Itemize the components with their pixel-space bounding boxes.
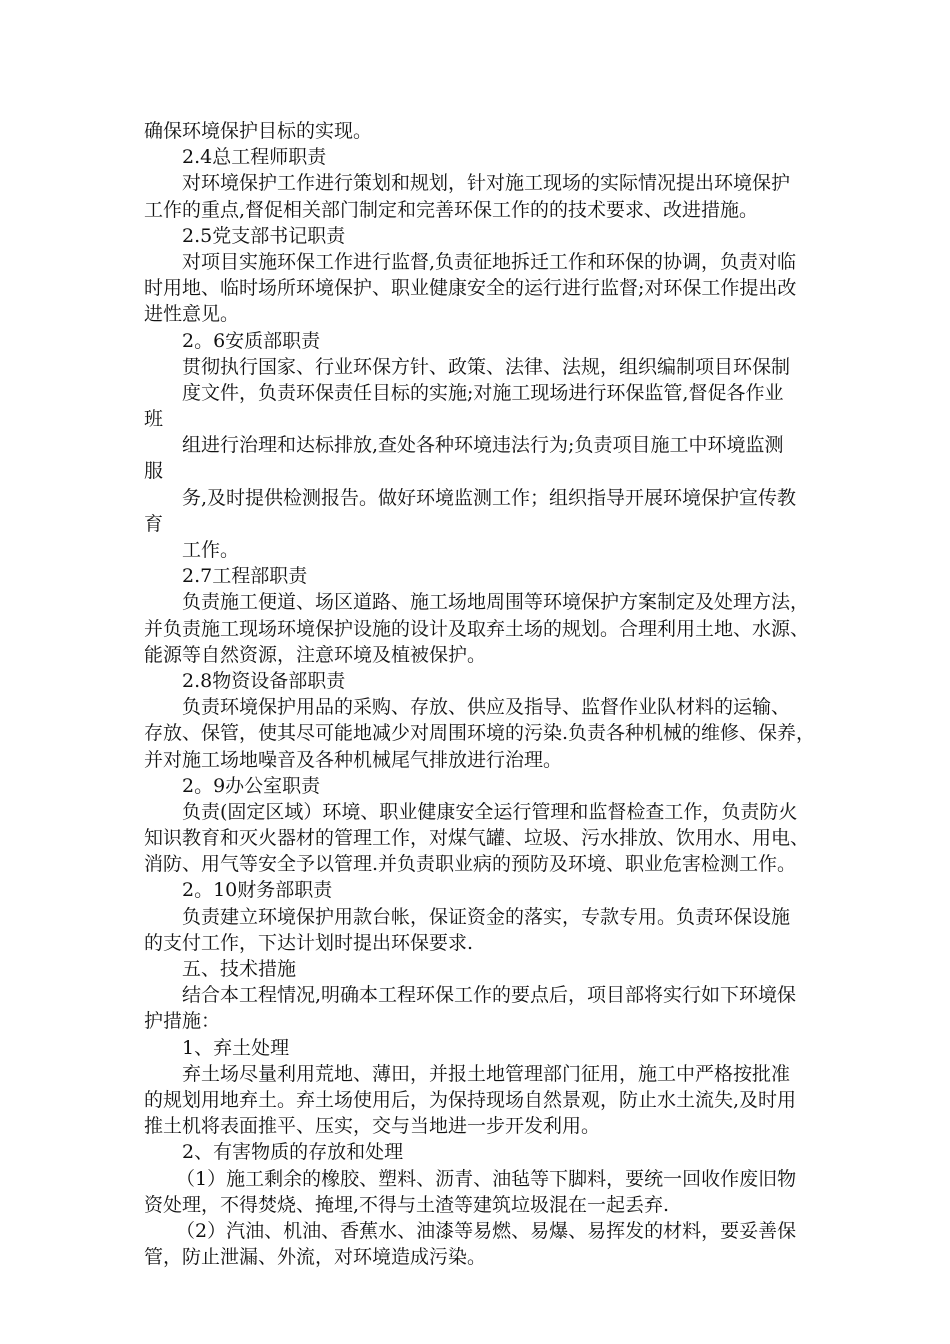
text-line: 对环境保护工作进行策划和规划，针对施工现场的实际情况提出环境保护 — [182, 172, 791, 195]
document-body — [144, 118, 814, 1270]
text-line: 班 — [144, 408, 164, 431]
text-line: 并负责施工现场环境保护设施的设计及取弃土场的规划。合理利用土地、水源、 — [144, 617, 810, 640]
text-line: （2）汽油、机油、香蕉水、油漆等易燃、易爆、易挥发的材料，要妥善保 — [176, 1219, 797, 1242]
text-line: （1）施工剩余的橡胶、塑料、沥青、油毡等下脚料，要统一回收作废旧物 — [176, 1167, 797, 1190]
text-line: 工作的重点,督促相关部门制定和完善环保工作的的技术要求、改进措施。 — [144, 198, 759, 221]
text-line: 护措施： — [144, 1010, 221, 1033]
text-line: 组进行治理和达标排放,查处各种环境违法行为;负责项目施工中环境监测 — [182, 434, 784, 457]
text-line: 五、技术措施 — [182, 958, 297, 980]
text-line: 推土机将表面推平、压实，交与当地进一步开发利用。 — [144, 1115, 601, 1138]
text-line: 2。6安质部职责 — [182, 329, 321, 352]
text-line: 育 — [144, 512, 164, 535]
text-line: 资处理，不得焚烧、掩埋,不得与土渣等建筑垃圾混在一起丢弃. — [144, 1193, 670, 1216]
text-line: 对项目实施环保工作进行监督,负责征地拆迁工作和环保的协调，负责对临 — [182, 250, 797, 273]
text-line: 结合本工程情况,明确本工程环保工作的要点后，项目部将实行如下环境保 — [182, 984, 797, 1007]
text-line: 消防、用气等安全予以管理.并负责职业病的预防及环境、职业危害检测工作。 — [144, 853, 797, 876]
text-line: 知识教育和灭火器材的管理工作，对煤气罐、垃圾、污水排放、饮用水、用电、 — [144, 827, 810, 850]
text-line: 进性意见。 — [144, 303, 240, 326]
text-line: 2。10财务部职责 — [182, 879, 333, 902]
text-line: 负责施工便道、场区道路、施工场地周围等环境保护方案制定及处理方法， — [182, 591, 810, 614]
text-line: 1、弃土处理 — [182, 1036, 290, 1059]
text-line: 2、有害物质的存放和处理 — [182, 1141, 404, 1164]
text-line: 存放、保管，使其尽可能地减少对周围环境的污染.负责各种机械的维修、保养， — [144, 722, 816, 745]
text-line: 2.8物资设备部职责 — [182, 669, 346, 692]
text-line: 管，防止泄漏、外流，对环境造成污染。 — [144, 1246, 487, 1269]
text-line: 贯彻执行国家、行业环保方针、政策、法律、法规，组织编制项目环保制 — [182, 355, 791, 378]
text-line: 2.7工程部职责 — [182, 565, 308, 588]
text-line: 时用地、临时场所环境保护、职业健康安全的运行进行监督;对环保工作提出改 — [144, 277, 797, 300]
text-line: 2。9办公室职责 — [182, 774, 321, 797]
text-line: 负责建立环境保护用款台帐，保证资金的落实，专款专用。负责环保设施 — [182, 905, 791, 928]
text-line: 务,及时提供检测报告。做好环境监测工作；组织指导开展环境保护宣传教 — [182, 486, 797, 509]
text-line: 的支付工作，下达计划时提出环保要求. — [144, 931, 474, 954]
text-line: 2.4总工程师职责 — [182, 146, 327, 169]
text-line: 工作。 — [182, 539, 240, 561]
text-line: 负责环境保护用品的采购、存放、供应及指导、监督作业队材料的运输、 — [182, 696, 791, 719]
text-line: 度文件，负责环保责任目标的实施;对施工现场进行环保监管,督促各作业 — [182, 381, 784, 404]
text-line: 并对施工场地噪音及各种机械尾气排放进行治理。 — [144, 748, 563, 771]
text-line: 弃土场尽量利用荒地、薄田，并报土地管理部门征用，施工中严格按批准 — [182, 1062, 791, 1085]
text-line: 服 — [144, 460, 164, 483]
text-line: 能源等自然资源，注意环境及植被保护。 — [144, 643, 487, 666]
text-line: 的规划用地弃土。弃土场使用后，为保持现场自然景观，防止水土流失,及时用 — [144, 1088, 797, 1111]
text-line: 2.5党支部书记职责 — [182, 224, 346, 247]
text-line: 负责(固定区域）环境、职业健康安全运行管理和监督检查工作，负责防火 — [182, 800, 798, 823]
text-line: 确保环境保护目标的实现。 — [144, 120, 373, 142]
